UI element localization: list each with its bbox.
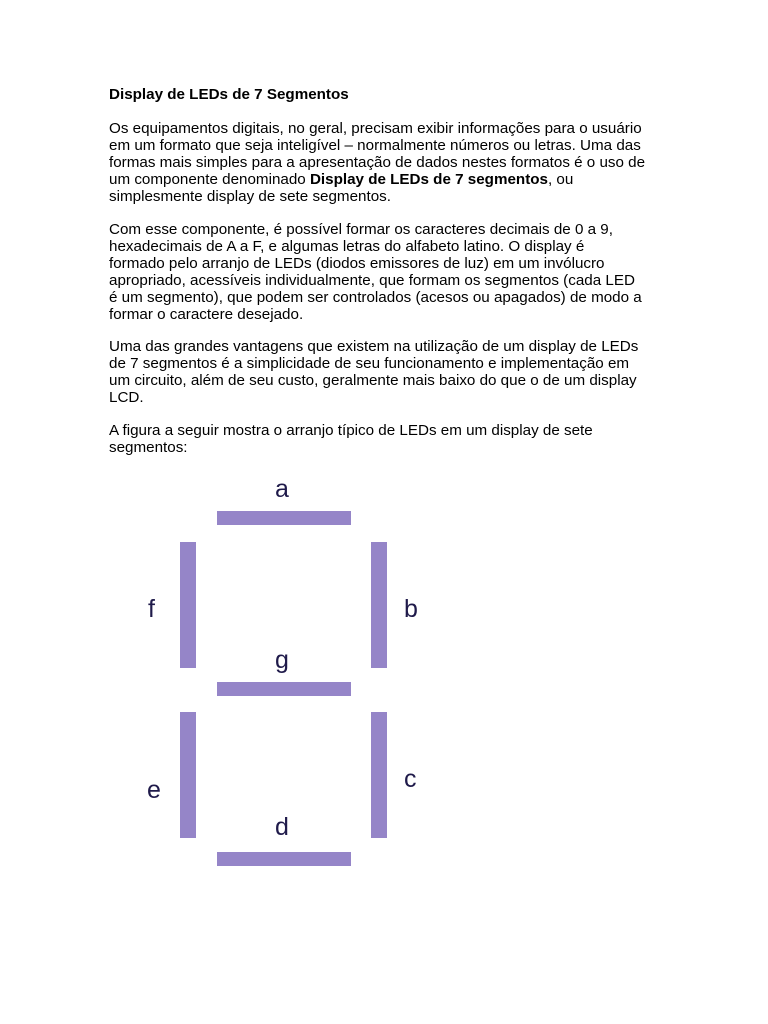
paragraph-line: em um formato que seja inteligível – normalmente números ou letras. Uma das (109, 137, 641, 154)
segment-label-c: c (404, 765, 417, 793)
segment-label-a: a (275, 475, 289, 503)
paragraph-line: simplesmente display de sete segmentos. (109, 188, 391, 205)
paragraph-text: um componente denominado (109, 171, 310, 188)
segment-e (180, 712, 196, 838)
segment-label-g: g (275, 646, 289, 674)
paragraph-line: formado pelo arranjo de LEDs (diodos emissores de luz) em um invólucro (109, 255, 605, 272)
paragraph-line: Uma das grandes vantagens que existem na utilização de um display de LEDs (109, 338, 639, 355)
paragraph-line: de 7 segmentos é a simplicidade de seu funcionamento e implementação em (109, 355, 630, 372)
paragraph-line: um circuito, além de seu custo, geralmente mais baixo do que o de um display (109, 372, 637, 389)
segment-label-e: e (147, 776, 161, 804)
paragraph-line: formar o caractere desejado. (109, 306, 304, 323)
paragraph-line: formas mais simples para a apresentação de dados nestes formatos é o uso de (109, 154, 646, 171)
document-title: Display de LEDs de 7 Segmentos (109, 86, 349, 103)
segment-label-b: b (404, 595, 418, 623)
segment-label-d: d (275, 813, 289, 841)
segment-c (371, 712, 387, 838)
paragraph-line: A figura a seguir mostra o arranjo típico de LEDs em um display de sete (109, 422, 593, 439)
segment-f (180, 542, 196, 668)
paragraph-line: hexadecimais de A a F, e algumas letras do alfabeto latino. O display é (109, 238, 585, 255)
highlighted-term: Display de LEDs de 7 segmentos (309, 171, 548, 188)
paragraph-line: Com esse componente, é possível formar os caracteres decimais de 0 a 9, (109, 221, 613, 238)
paragraph-line: Os equipamentos digitais, no geral, precisam exibir informações para o usuário (109, 120, 642, 137)
paragraph-line: LCD. (109, 389, 144, 406)
segment-g (217, 682, 351, 696)
segment-d (217, 852, 351, 866)
segment-b (371, 542, 387, 668)
paragraph-line: é um segmento), que podem ser controlados (acesos ou apagados) de modo a (109, 289, 642, 306)
segment-a (217, 511, 351, 525)
paragraph-line: apropriado, acessíveis individualmente, que formam os segmentos (cada LED (109, 272, 635, 289)
paragraph-line: segmentos: (109, 439, 188, 456)
paragraph-text: , ou (547, 171, 574, 188)
segment-label-f: f (148, 595, 155, 623)
